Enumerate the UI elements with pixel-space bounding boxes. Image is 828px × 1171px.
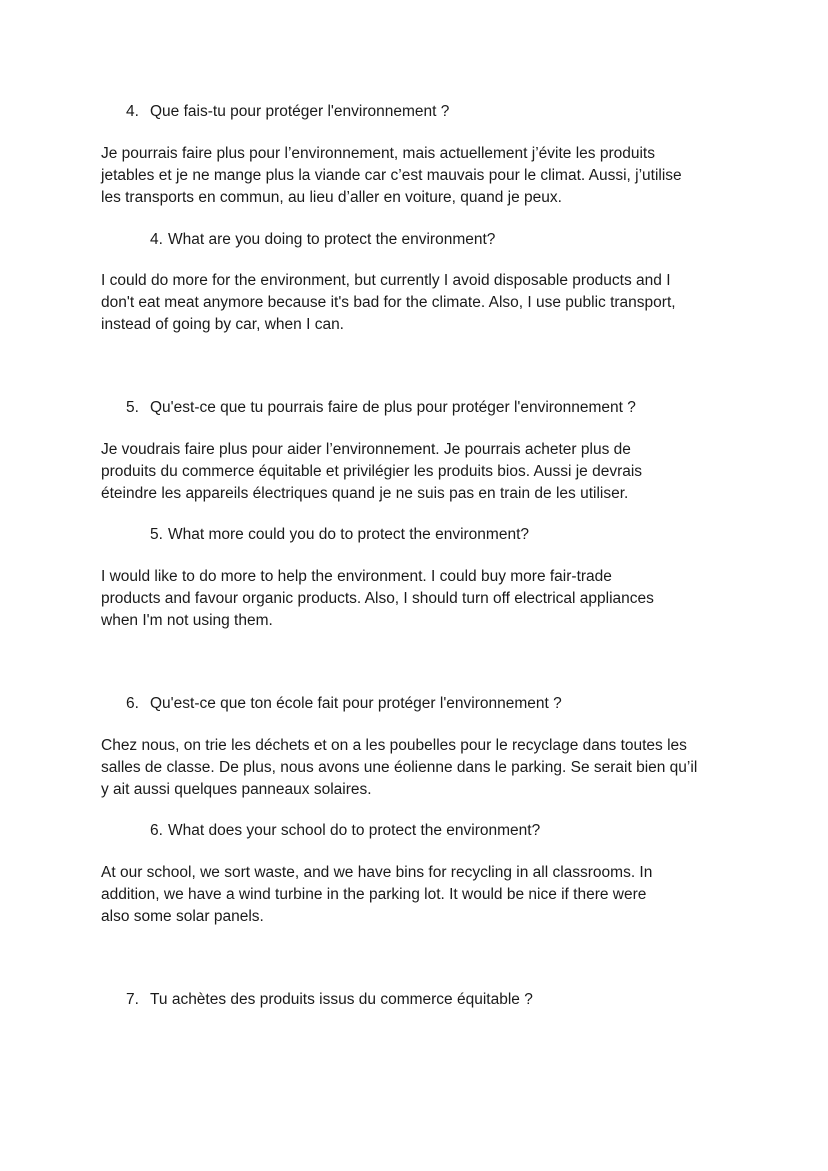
answer-line: also some solar panels. — [101, 908, 264, 925]
answer-fr-6 — [101, 735, 741, 801]
question-text: What does your school do to protect the environment? — [168, 822, 541, 839]
answer-line: don't eat meat anymore because it's bad for the climate. Also, I use public transport, — [101, 294, 676, 311]
answer-line: At our school, we sort waste, and we have bins for recycling in all classrooms. In — [101, 864, 653, 881]
answer-line: products and favour organic products. Also, I should turn off electrical appliances — [101, 590, 654, 607]
question-number: 4. — [126, 103, 139, 120]
answer-line: éteindre les appareils électriques quand je ne suis pas en train de les utiliser. — [101, 485, 629, 502]
question-fr-4 — [126, 101, 449, 123]
answer-line: Chez nous, on trie les déchets et on a les poubelles pour le recyclage dans toutes les — [101, 737, 687, 754]
answer-line: les transports en commun, au lieu d’aller en voiture, quand je peux. — [101, 189, 562, 206]
question-text: What are you doing to protect the environment? — [168, 231, 496, 248]
question-number: 6. — [126, 695, 139, 712]
question-text: Qu'est-ce que tu pourrais faire de plus pour protéger l'environnement ? — [150, 399, 636, 416]
answer-line: salles de classe. De plus, nous avons une éolienne dans le parking. Se serait bien qu’il — [101, 759, 698, 776]
answer-line: jetables et je ne mange plus la viande car c’est mauvais pour le climat. Aussi, j’utilise — [101, 167, 682, 184]
question-en-5 — [150, 524, 529, 546]
answer-en-6 — [101, 862, 741, 928]
question-text: Qu'est-ce que ton école fait pour protéger l'environnement ? — [150, 695, 562, 712]
question-fr-5 — [126, 397, 636, 419]
answer-line: y ait aussi quelques panneaux solaires. — [101, 781, 372, 798]
question-fr-7 — [126, 989, 533, 1011]
question-fr-6 — [126, 693, 562, 715]
answer-line: I could do more for the environment, but currently I avoid disposable products and I — [101, 272, 671, 289]
question-number: 7. — [126, 991, 139, 1008]
answer-line: Je pourrais faire plus pour l’environnement, mais actuellement j’évite les produits — [101, 145, 655, 162]
question-number: 6. — [150, 822, 163, 839]
question-number: 4. — [150, 231, 163, 248]
answer-line: when I'm not using them. — [101, 612, 273, 629]
question-number: 5. — [150, 526, 163, 543]
answer-en-4 — [101, 270, 741, 336]
question-text: Tu achètes des produits issus du commerce équitable ? — [150, 991, 533, 1008]
answer-line: addition, we have a wind turbine in the parking lot. It would be nice if there were — [101, 886, 647, 903]
answer-line: Je voudrais faire plus pour aider l’environnement. Je pourrais acheter plus de — [101, 441, 631, 458]
answer-fr-5 — [101, 439, 741, 505]
question-number: 5. — [126, 399, 139, 416]
question-text: Que fais-tu pour protéger l'environnement ? — [150, 103, 450, 120]
answer-fr-4 — [101, 143, 741, 209]
answer-line: produits du commerce équitable et privilégier les produits bios. Aussi je devrais — [101, 463, 643, 480]
question-en-4 — [150, 229, 495, 251]
answer-line: I would like to do more to help the environment. I could buy more fair-trade — [101, 568, 612, 585]
answer-en-5 — [101, 566, 741, 632]
question-en-6 — [150, 820, 540, 842]
question-text: What more could you do to protect the environment? — [168, 526, 530, 543]
answer-line: instead of going by car, when I can. — [101, 316, 344, 333]
